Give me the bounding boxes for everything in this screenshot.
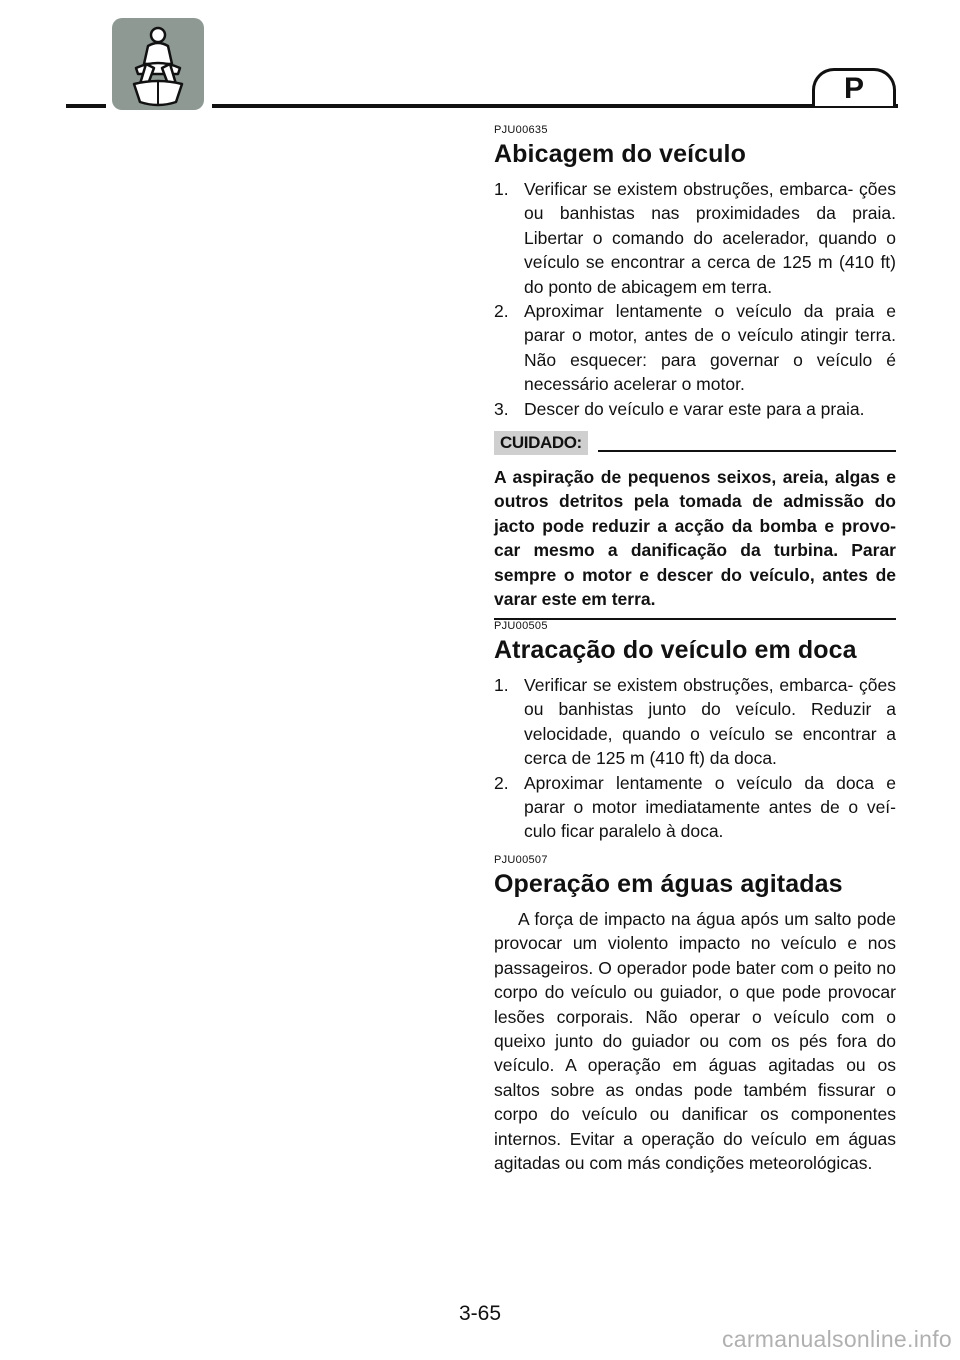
step-text: Verificar se existem obstruções, embarca- ções ou banhistas nas proximidades da praia. Libertar o comando do acelerador, quando o veículo se encontrar a cerca de 125 m (410 ft) do ponto de abicagem em terra. <box>524 179 896 297</box>
step-number: 1. <box>494 675 509 695</box>
caution-header <box>494 431 896 455</box>
caution-text: A aspiração de pequenos seixos, areia, algas e outros detritos pela tomada de admissão do jacto pode reduzir a acção da bomba e provo- car mesmo a danificação da turbina. Parar sempre o motor e descer do veículo, antes de varar este em terra. <box>494 465 896 619</box>
step-number: 3. <box>494 398 509 419</box>
step-item <box>494 299 896 397</box>
step-number: 2. <box>494 301 509 322</box>
section-code: PJU00507 <box>494 854 548 866</box>
step-text: Aproximar lentamente o veículo da praia e parar o motor, antes de o veículo atingir terra. Não esquecer: para governar o veículo é necessário acelerar o motor. <box>524 301 896 395</box>
step-text: Aproximar lentamente o veículo da doca e parar o motor imediatamente antes de o veí- culo ficar paralelo à doca. <box>524 772 896 842</box>
step-item <box>494 771 896 844</box>
watermark: carmanualsonline.info <box>721 1326 952 1352</box>
step-list <box>494 673 896 844</box>
step-item <box>494 177 896 299</box>
section-code: PJU00505 <box>494 620 548 632</box>
caution-label: CUIDADO: <box>494 431 588 455</box>
section-rough-water <box>494 854 896 1175</box>
caution-rule <box>598 450 896 452</box>
section-title: Operação em águas agitadas <box>494 870 843 898</box>
step-text: Descer do veículo e varar este para a praia. <box>524 398 865 419</box>
step-number: 1. <box>494 179 509 199</box>
header-line <box>212 104 898 108</box>
step-item <box>494 673 896 771</box>
section-code: PJU00635 <box>494 124 548 136</box>
section-title: Abicagem do veículo <box>494 140 746 168</box>
section-paragraph: A força de impacto na água após um salto pode provocar um violento impacto no veículo e nos passageiros. O operador pode bater com o peito no corpo do veículo ou guiador, o que pode provocar lesões corporais. Não operar o veículo com o queixo junto do guiador ou com os pés fora do veículo. A operação em águas agitadas ou os saltos sobre as ondas pode também fissurar o corpo do veículo ou danificar os componentes internos. Evitar a operação do veículo em águas agitadas ou com más condições meteorológicas. <box>494 909 896 1174</box>
step-text: Verificar se existem obstruções, embarca- ções ou banhistas junto do veículo. Reduzir a velocidade, quando o veículo se encontrar a cerca de 125 m (410 ft) da doca. <box>524 675 896 769</box>
step-item <box>494 397 896 421</box>
header-line-left <box>66 104 106 108</box>
page-number: 3-65 <box>458 1302 502 1325</box>
jetski-rider-icon <box>112 18 204 110</box>
section-title: Atracação do veículo em doca <box>494 636 857 664</box>
step-number: 2. <box>494 772 509 793</box>
step-list <box>494 177 896 421</box>
language-badge <box>812 68 896 106</box>
language-badge-label: P <box>843 71 864 105</box>
section-docking <box>494 620 896 844</box>
section-beaching <box>494 124 896 620</box>
